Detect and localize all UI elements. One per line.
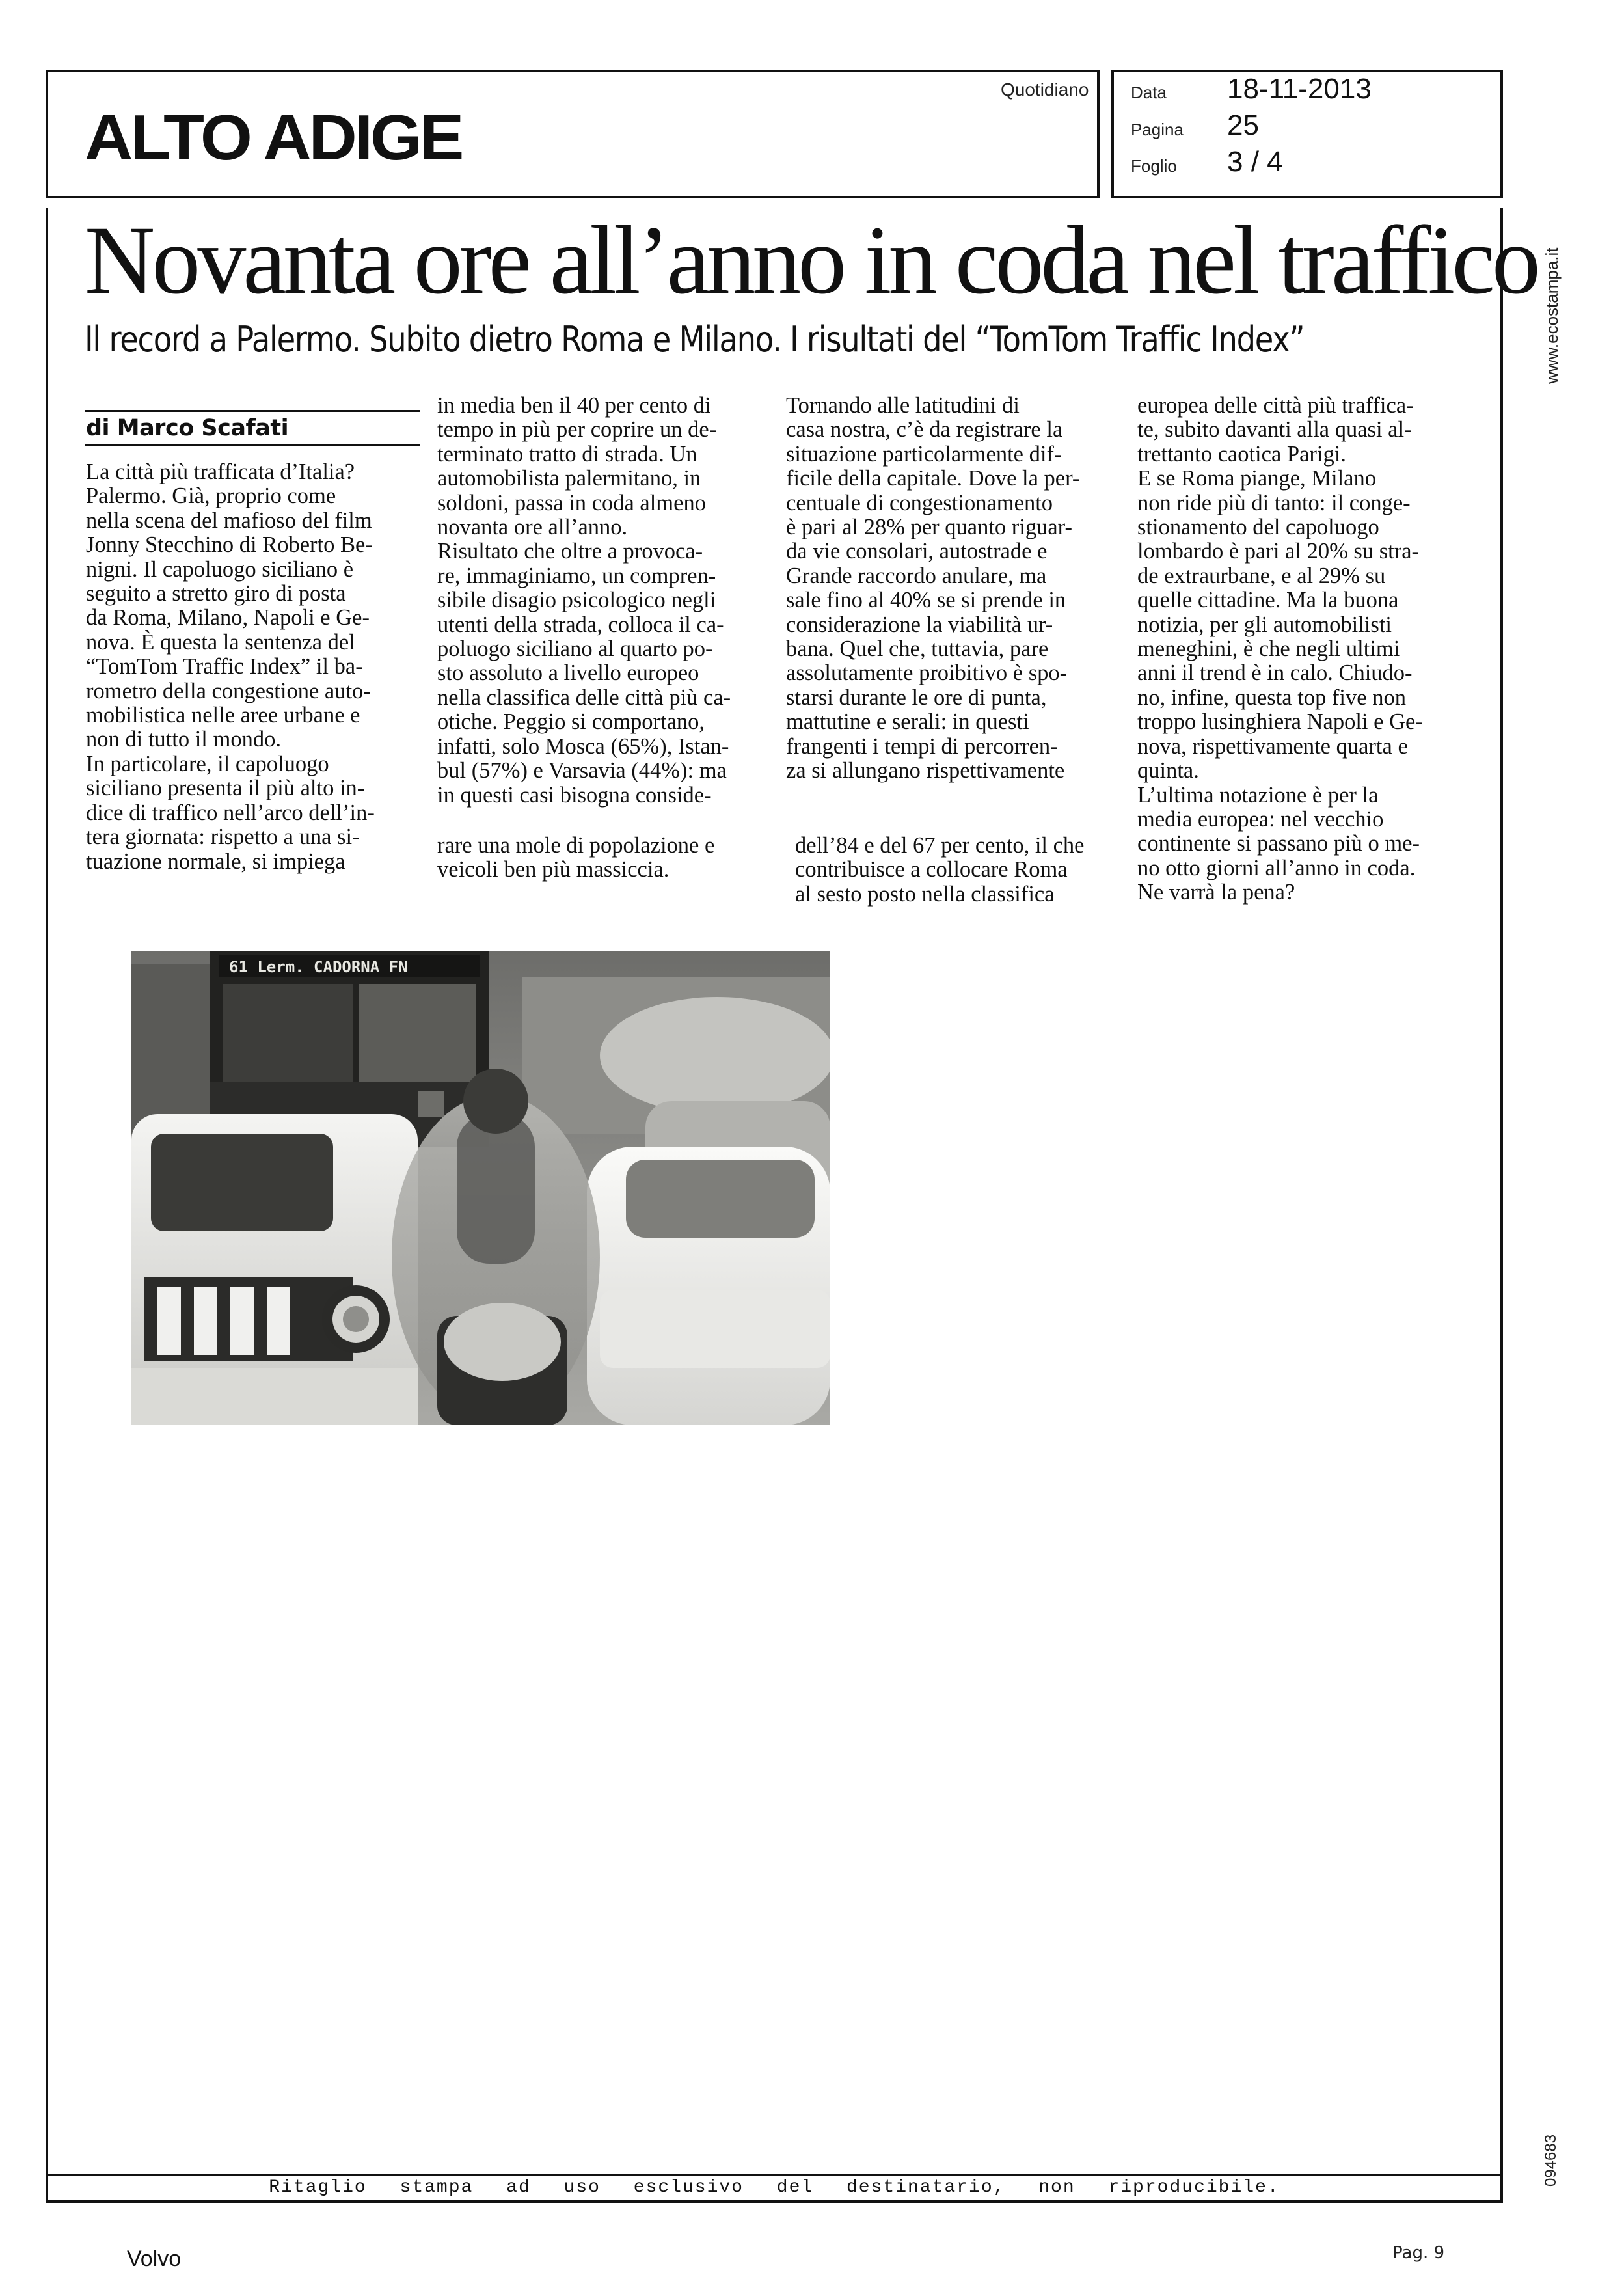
clipping-notice: Ritaglio stampa ad uso esclusivo del destinatario, non riproducibile. bbox=[269, 2177, 1280, 2198]
bus-destination-sign: 61 Lerm. CADORNA FN bbox=[229, 958, 408, 976]
meta-pagina-label: Pagina bbox=[1131, 120, 1184, 139]
byline-rule-bottom bbox=[85, 444, 420, 446]
side-code: 094683 bbox=[1542, 2134, 1560, 2187]
article-column-2a: in media ben il 40 per cento di tempo in più per coprire un de- terminato tratto di strada. Un automobilista palermitano, in soldoni, passa in coda almeno novanta ore all’anno. Risultato che oltre a provoca- re, immaginiamo, un compren- sibile disagio psicologico negli utenti della strada, colloca il ca- poluogo siciliano al quarto po- sto assoluto a livello europeo nella classifica delle città più ca- otiche. Peggio si comportano, infatti, solo Mosca (65%), Istan- bul (57%) e Varsavia (44%): ma in questi casi bisogna conside- bbox=[437, 393, 731, 808]
article-byline: di Marco Scafati bbox=[86, 415, 289, 441]
meta-data-value: 18-11-2013 bbox=[1227, 73, 1372, 105]
article-subhead: Il record a Palermo. Subito dietro Roma e Milano. I risultati del “TomTom Traffic Index” bbox=[85, 319, 1305, 360]
publication-logo: ALTO ADIGE bbox=[85, 102, 462, 173]
traffic-photo bbox=[131, 951, 830, 1425]
article-headline: Novanta ore all’anno in coda nel traffico bbox=[85, 206, 1537, 314]
side-url: www.ecostampa.it bbox=[1542, 247, 1562, 384]
article-column-3b: dell’84 e del 67 per cento, il che contribuisce a collocare Roma al sesto posto nella classifica bbox=[795, 833, 1085, 907]
byline-rule-top bbox=[85, 410, 420, 412]
footer-divider bbox=[46, 2174, 1503, 2176]
publication-type: Quotidiano bbox=[1001, 79, 1089, 100]
article-column-2b: rare una mole di popolazione e veicoli ben più massiccia. bbox=[437, 833, 715, 882]
meta-data-label: Data bbox=[1131, 83, 1167, 102]
article-column-3a: Tornando alle latitudini di casa nostra, c’è da registrare la situazione particolarmente dif- ficile della capitale. Dove la per- centuale di congestionamento è pari al 28% per quanto riguar- da vie consolari, autostrade e Grande raccordo anulare, ma sale fino al 40% se si prende in considerazione la viabilità ur- bana. Quel che, tuttavia, pare assolutamente proibitivo è spo- starsi durante le ore di punta, mattutine e serali: in questi frangenti i tempi di percorren- za si allungano rispettivamente bbox=[786, 393, 1080, 784]
suv-shape bbox=[131, 1114, 418, 1425]
article-column-4: europea delle città più traffica- te, subito davanti alla quasi al- trettanto caotica Parigi. E se Roma piange, Milano non ride più di tanto: il conge- stionamento del capoluogo lombardo è pari al 20% su stra- de extraurbane, e al 29% su quelle cittadine. Ma la buona notizia, per gli automobilisti meneghini, è che negli ultimi anni il trend è in calo. Chiudo- no, infine, questa top five non troppo lusinghiera Napoli e Ge- nova, rispettivamente quarta e quinta. L’ultima notazione è per la media europea: nel vecchio continente si passano più o me- no otto giorni all’anno in coda. Ne varrà la pena? bbox=[1137, 393, 1423, 905]
meta-foglio-value: 3 / 4 bbox=[1227, 146, 1283, 178]
article-column-1: La città più trafficata d’Italia? Palermo. Già, proprio come nella scena del mafioso del film Jonny Stecchino di Roberto Be- nigni. Il capoluogo siciliano è seguito a stretto giro di posta da Roma, Milano, Napoli e Ge- nova. È questa la sentenza del “TomTom Traffic Index” il ba- rometro della congestione auto- mobilistica nelle aree urbane e non di tutto il mondo. In particolare, il capoluogo siciliano presenta il più alto in- dice di traffico nell’arco dell’in- tera giornata: rispetto a una si- tuazione normale, si impiega bbox=[86, 459, 375, 874]
meta-foglio-label: Foglio bbox=[1131, 156, 1177, 176]
client-name: Volvo bbox=[127, 2246, 182, 2271]
page-number: Pag. 9 bbox=[1392, 2243, 1445, 2263]
meta-pagina-value: 25 bbox=[1227, 109, 1259, 141]
